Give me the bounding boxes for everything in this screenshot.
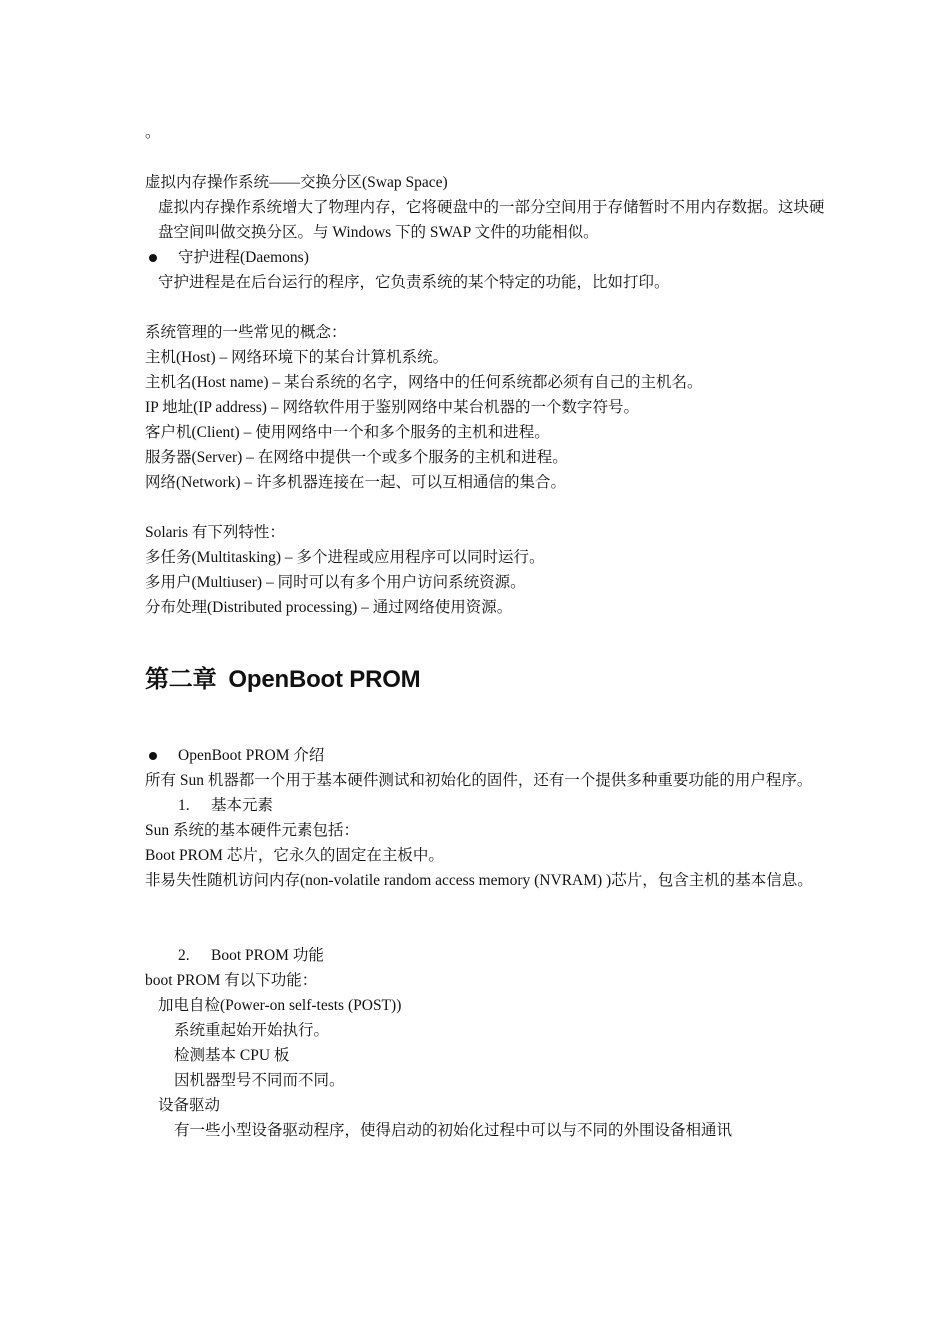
post-item: 系统重起始开始执行。 [174,1022,330,1039]
document-page [145,120,825,1143]
openboot-intro: 所有 Sun 机器都一个用于基本硬件测试和初始化的固件，还有一个提供多种重要功能的用户程序。 [145,772,813,789]
item-number: 2. [178,947,190,964]
chapter-label: 第二章 [145,666,217,693]
chapter-heading [145,665,825,695]
daemons-body: 守护进程是在后台运行的程序，它负责系统的某个特定的功能，比如打印。 [158,274,670,291]
openboot-bullet-item [145,743,825,768]
concepts-heading: 系统管理的一些常见的概念： [145,324,347,341]
daemons-bullet-label: 守护进程(Daemons) [178,249,309,266]
elements-heading: Sun 系统的基本硬件元素包括： [145,822,359,839]
openboot-bullet-label: OpenBoot PROM 介绍 [178,747,325,764]
swap-body: 虚拟内存操作系统增大了物理内存，它将硬盘中的一部分空间用于存储暂时不用内存数据。这块硬盘空间叫做交换分区。与 Windows 下的 SWAP 文件的功能相似。 [158,199,825,241]
item-label: 基本元素 [211,797,274,814]
element-item: 非易失性随机访问内存(non-volatile random access memory (NVRAM) )芯片，包含主机的基本信息。 [145,872,813,889]
solaris-heading: Solaris 有下列特性： [145,524,285,541]
drivers-heading: 设备驱动 [158,1097,221,1114]
numbered-item-1 [145,793,825,818]
post-item: 因机器型号不同而不同。 [174,1072,345,1089]
item-number: 1. [178,797,190,814]
solaris-item: 多用户(Multiuser) – 同时可以有多个用户访问系统资源。 [145,574,526,591]
blank-line [145,145,825,170]
post-item: 检测基本 CPU 板 [174,1047,290,1064]
blank-space [145,893,825,943]
blank-line [145,495,825,520]
drivers-body: 有一些小型设备驱动程序，使得启动的初始化过程中可以与不同的外围设备相通讯 [174,1122,733,1139]
bullet-icon [149,254,157,262]
concept-item: 主机名(Host name) – 某台系统的名字，网络中的任何系统都必须有自己的主机名。 [145,374,703,391]
concept-item: 客户机(Client) – 使用网络中一个和多个服务的主机和进程。 [145,424,550,441]
concept-item: IP 地址(IP address) – 网络软件用于鉴别网络中某台机器的一个数字符号。 [145,399,639,416]
daemons-bullet-item [145,245,825,270]
solaris-item: 多任务(Multitasking) – 多个进程或应用程序可以同时运行。 [145,549,545,566]
item-label: Boot PROM 功能 [211,947,324,964]
concept-item: 主机(Host) – 网络环境下的某台计算机系统。 [145,349,449,366]
concept-item: 网络(Network) – 许多机器连接在一起、可以互相通信的集合。 [145,474,567,491]
top-mark: 。 [145,124,161,141]
numbered-item-2 [145,943,825,968]
concept-item: 服务器(Server) – 在网络中提供一个或多个服务的主机和进程。 [145,449,568,466]
functions-heading: boot PROM 有以下功能： [145,972,318,989]
swap-title: 虚拟内存操作系统——交换分区(Swap Space) [145,174,448,191]
post-heading: 加电自检(Power-on self-tests (POST)) [158,997,402,1014]
bullet-icon [149,752,157,760]
element-item: Boot PROM 芯片，它永久的固定在主板中。 [145,847,444,864]
chapter-title: OpenBoot PROM [228,666,421,693]
blank-line [145,295,825,320]
solaris-item: 分布处理(Distributed processing) – 通过网络使用资源。 [145,599,513,616]
